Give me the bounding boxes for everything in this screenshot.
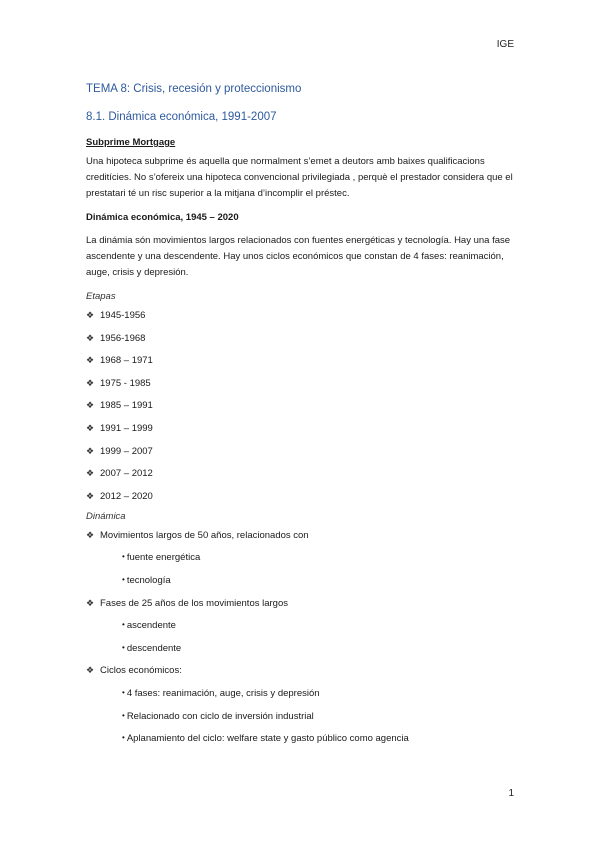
subprime-heading: Subprime Mortgage [86, 137, 176, 148]
dinamica-subitem-text: fuente energética [126, 552, 201, 564]
etapa-item-text: 1945-1956 [100, 310, 146, 321]
etapa-item-text: 2012 – 2020 [100, 490, 153, 502]
etapas-label: Etapas [86, 291, 116, 302]
dinamica-subitem [122, 688, 516, 711]
dinamica-subitem [122, 733, 516, 756]
diamond-bullet-icon: ❖ [86, 445, 95, 456]
diamond-bullet-icon: ❖ [86, 597, 95, 608]
etapa-item [86, 491, 516, 511]
bullet-dot-icon: • [122, 642, 125, 652]
dinamica-subitem [122, 643, 516, 666]
dinamica-subgroup [86, 688, 516, 756]
etapa-item [86, 446, 516, 469]
etapa-item-text: 1975 - 1985 [100, 377, 151, 389]
dinamica-subitem [122, 552, 516, 575]
dinamica-subgroup [86, 552, 516, 597]
dinamica-subitem-text: descendente [126, 642, 182, 654]
dinamica-subitem [122, 620, 516, 643]
dinamica-item [86, 665, 516, 688]
etapa-item [86, 400, 516, 423]
bullet-dot-icon: • [122, 552, 125, 562]
dinamica-item-text: Ciclos económicos: [100, 665, 182, 677]
diamond-bullet-icon: ❖ [86, 377, 95, 388]
bullet-dot-icon: • [122, 574, 125, 584]
etapa-item-text: 1968 – 1971 [100, 355, 153, 367]
bullet-dot-icon: • [122, 710, 125, 720]
dinamica-sublist [122, 552, 516, 597]
diamond-bullet-icon: ❖ [86, 665, 95, 676]
diamond-bullet-icon: ❖ [86, 529, 95, 540]
page-number: 1 [508, 788, 514, 799]
subprime-paragraph: Una hipoteca subprime és aquella que normalment s’emet a deutors amb baixes qualificacions creditícies. No s’ofereix una hipoteca convencional privilegiada , perquè el prestador considera que el prestatari té un risc superior a la mitjana d’incomplir el préstec. [86, 156, 513, 199]
header-label: IGE [496, 39, 514, 50]
dinamica-sublist [122, 620, 516, 665]
etapa-item [86, 333, 516, 356]
etapa-item-text: 1985 – 1991 [100, 400, 153, 412]
dinamica-subitem-text: Relacionado con ciclo de inversión industrial [126, 710, 314, 722]
dinamica-list [86, 530, 516, 756]
dinamica-subitem-text: ascendente [126, 620, 176, 632]
etapa-item-text: 1999 – 2007 [100, 445, 153, 457]
diamond-bullet-icon: ❖ [86, 422, 95, 433]
etapa-item-text: 1991 – 1999 [100, 422, 153, 434]
dinamica-item-text: Movimientos largos de 50 años, relacionados con [100, 529, 309, 541]
bullet-dot-icon: • [122, 687, 125, 697]
dinamica-label: Dinámica [86, 510, 126, 522]
dinamica-subgroup [86, 620, 516, 665]
dinamica-subitem [122, 575, 516, 598]
etapa-item-text: 2007 – 2012 [100, 468, 153, 480]
page-content [86, 83, 516, 756]
dinamica-subitem-text: 4 fases: reanimación, auge, crisis y depresión [126, 687, 320, 699]
diamond-bullet-icon: ❖ [86, 355, 95, 366]
bullet-dot-icon: • [122, 620, 125, 630]
document-title: TEMA 8: Crisis, recesión y proteccionismo [86, 83, 302, 95]
dinamica-item-text: Fases de 25 años de los movimientos largos [100, 597, 288, 609]
diamond-bullet-icon: ❖ [86, 468, 95, 479]
dinamica-subitem-text: tecnología [126, 574, 171, 586]
dinamica-subitem-text: Aplanamiento del ciclo: welfare state y gasto público como agencia [126, 733, 409, 745]
dinamica-1945-heading: Dinámica económica, 1945 – 2020 [86, 212, 239, 223]
bullet-dot-icon: • [122, 733, 125, 743]
etapa-item [86, 378, 516, 401]
etapa-item [86, 355, 516, 378]
section-heading: 8.1. Dinámica económica, 1991-2007 [86, 111, 277, 123]
diamond-bullet-icon: ❖ [86, 490, 95, 501]
etapa-item [86, 468, 516, 491]
diamond-bullet-icon: ❖ [86, 400, 95, 411]
dinamica-sublist [122, 688, 516, 756]
dinamica-item [86, 598, 516, 621]
dinamica-1945-paragraph: La dinámia són movimientos largos relacionados con fuentes energéticas y tecnología. Hay una fase ascendente y una descendente. Hay unos ciclos económicos que constan de 4 fases: reanimación, auge, crisis y depresión. [86, 235, 511, 278]
diamond-bullet-icon: ❖ [86, 310, 95, 320]
etapas-list [86, 310, 516, 511]
etapa-item [86, 310, 516, 333]
diamond-bullet-icon: ❖ [86, 332, 95, 343]
etapa-item [86, 423, 516, 446]
dinamica-item [86, 530, 516, 553]
etapa-item-text: 1956-1968 [100, 332, 146, 344]
dinamica-subitem [122, 711, 516, 734]
